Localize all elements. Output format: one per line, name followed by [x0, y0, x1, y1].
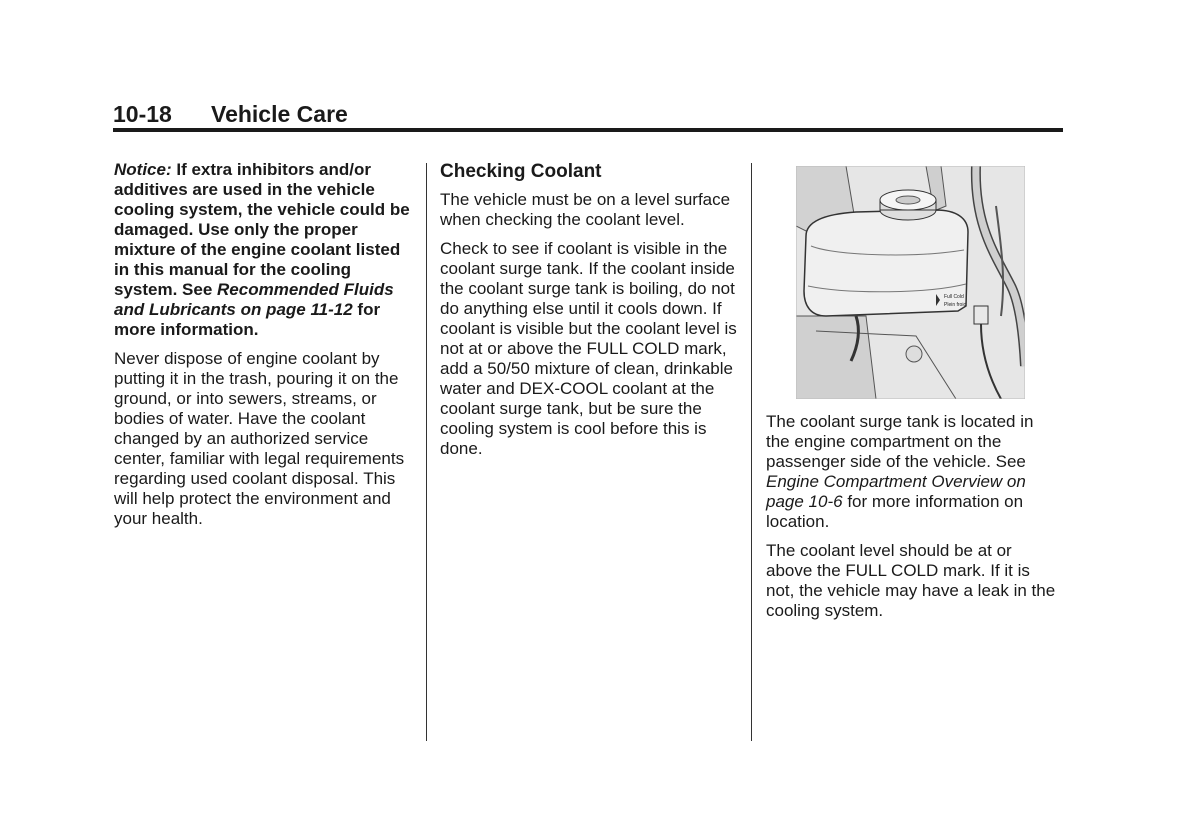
location-tail: for more information on location.: [766, 492, 1024, 531]
notice-tail: for more information.: [114, 300, 381, 339]
coolant-level-paragraph: The coolant level should be at or above the FULL COLD mark. If it is not, the vehicle may have a leak in the cooling system.: [766, 541, 1056, 620]
disposal-paragraph: Never dispose of engine coolant by putting it in the trash, pouring it on the ground, or into sewers, streams, or bodies of water. Have the coolant changed by an authorized service center, familiar with legal requirements regarding used coolant disposal. This will help protect the environment and your health.: [114, 349, 405, 528]
coolant-surge-tank-illustration: [796, 166, 1025, 399]
location-paragraph: [766, 412, 1061, 532]
notice-reference-link[interactable]: Recommended Fluids and Lubricants on page 11-12: [114, 280, 394, 319]
engine-compartment-reference-link[interactable]: Engine Compartment Overview on page 10-6: [766, 472, 1026, 511]
column-3: [766, 412, 1061, 630]
column-divider-1: [426, 163, 427, 741]
full-cold-label: Full Cold: [944, 294, 964, 300]
notice-label: Notice:: [114, 160, 172, 179]
location-text: The coolant surge tank is located in the engine compartment on the passenger side of the vehicle. See: [766, 412, 1034, 471]
column-divider-2: [751, 163, 752, 741]
plein-froid-label: Plein froid: [944, 302, 967, 308]
page-number: 10-18: [113, 101, 172, 127]
notice-text: If extra inhibitors and/or additives are used in the vehicle cooling system, the vehicle could be damaged. Use only the proper mixture of the engine coolant listed in this manual for the cooling system. See: [114, 160, 410, 299]
column-1: [114, 160, 410, 538]
column-2: [440, 160, 740, 468]
level-surface-paragraph: The vehicle must be on a level surface when checking the coolant level.: [440, 190, 731, 229]
section-title: Vehicle Care: [211, 101, 348, 127]
notice-paragraph: [114, 160, 410, 340]
check-coolant-paragraph: Check to see if coolant is visible in the coolant surge tank. If the coolant inside the coolant surge tank is boiling, do not do anything else until it cools down. If coolant is visible but the coolant level is not at or above the FULL COLD mark, add a 50/50 mixture of clean, drinkable water and DEX-COOL coolant at the coolant surge tank, but be sure the cooling system is cool before this is done.: [440, 239, 737, 458]
header-rule: [113, 128, 1063, 132]
page-header: [113, 100, 1063, 128]
section-heading: Checking Coolant: [440, 161, 602, 182]
